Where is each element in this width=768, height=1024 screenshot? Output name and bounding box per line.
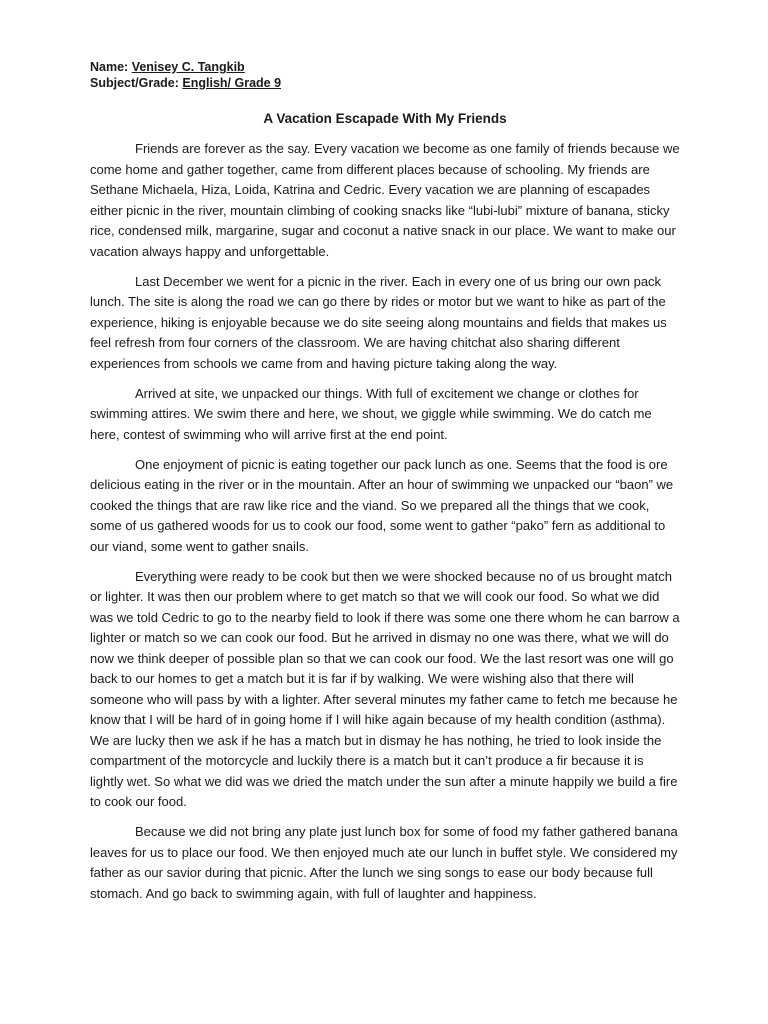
- paragraph-3: Arrived at site, we unpacked our things. With full of excitement we change or clothes for swimming attires. We swim there and here, we shout, we giggle while swimming. We do catch me here, contest of swimming who will arrive first at the end point.: [90, 385, 652, 442]
- name-label: Name:: [90, 60, 132, 74]
- paragraph-2: Last December we went for a picnic in the river. Each in every one of us bring our own pack lunch. The site is along the road we can go there by rides or motor but we want to hike as part of the experience, hiking is enjoyable because we do site seeing along mountains and fields that makes us feel refresh from four corners of the classroom. We are having chitchat also sharing different experiences from schools we came from and having picture taking along the way.: [90, 273, 667, 371]
- document-page: [90, 59, 680, 914]
- essay-title: A Vacation Escapade With My Friends: [263, 111, 507, 126]
- paragraph-1: Friends are forever as the say. Every vacation we become as one family of friends because we come home and gather together, came from different places because of schooling. My friends are Sethane Michaela, Hiza, Loida, Katrina and Cedric. Every vacation we are planning of escapades either picnic in the river, mountain climbing of cooking snacks like “lubi-lubi” mixture of banana, sticky rice, condensed milk, margarine, sugar and coconut a native snack in our place. We want to make our vacation always happy and unforgettable.: [90, 141, 680, 259]
- paragraph-4: One enjoyment of picnic is eating together our pack lunch as one. Seems that the food is ore delicious eating in the river or in the mountain. After an hour of swimming we unpacked our “baon” we cooked the things that are raw like rice and the viand. So we prepared all the things that we cook, some of us gathered woods for us to cook our food, some went to gather “pako” fern as additional to our viand, some went to gather snails.: [90, 456, 674, 554]
- name-value: Venisey C. Tangkib: [131, 60, 245, 74]
- paragraph-5: Everything were ready to be cook but then we were shocked because no of us brought match or lighter. It was then our problem where to get match so that we will cook our food. So what we did was we told Cedric to go to the nearby field to look if there was some one there whom he can barrow a lighter or match so we can cook our food. But he arrived in dismay no one was there, what we will do now we think deeper of possible plan so that we can cook our food. We the last resort was one will go back to our homes to get a match but it is far if by walking. We were wishing also that there will someone who will pass by with a lighter. After several minutes my father came to fetch me because he know that I will be hard of in going home if I will hike again because of my health condition (asthma). We are lucky then we ask if he has a match but in dismay he has nothing, he tried to look inside the compartment of the motorcycle and luckily there is a match but it can’t produce a fir because it is lightly wet. So what we did was we dried the match under the sun after a minute happily we build a fire to cook our food.: [90, 568, 680, 809]
- subject-value: English/ Grade 9: [182, 76, 282, 90]
- paragraph-6: Because we did not bring any plate just lunch box for some of food my father gathered banana leaves for us to place our food. We then enjoyed much ate our lunch in buffet style. We considered my father as our savior during that picnic. After the lunch we sing songs to ease our body because full stomach. And go back to swimming again, with full of laughter and happiness.: [90, 824, 678, 901]
- subject-label: Subject/Grade:: [90, 76, 183, 90]
- subject-grade-line: [90, 75, 680, 91]
- name-line: [90, 59, 680, 75]
